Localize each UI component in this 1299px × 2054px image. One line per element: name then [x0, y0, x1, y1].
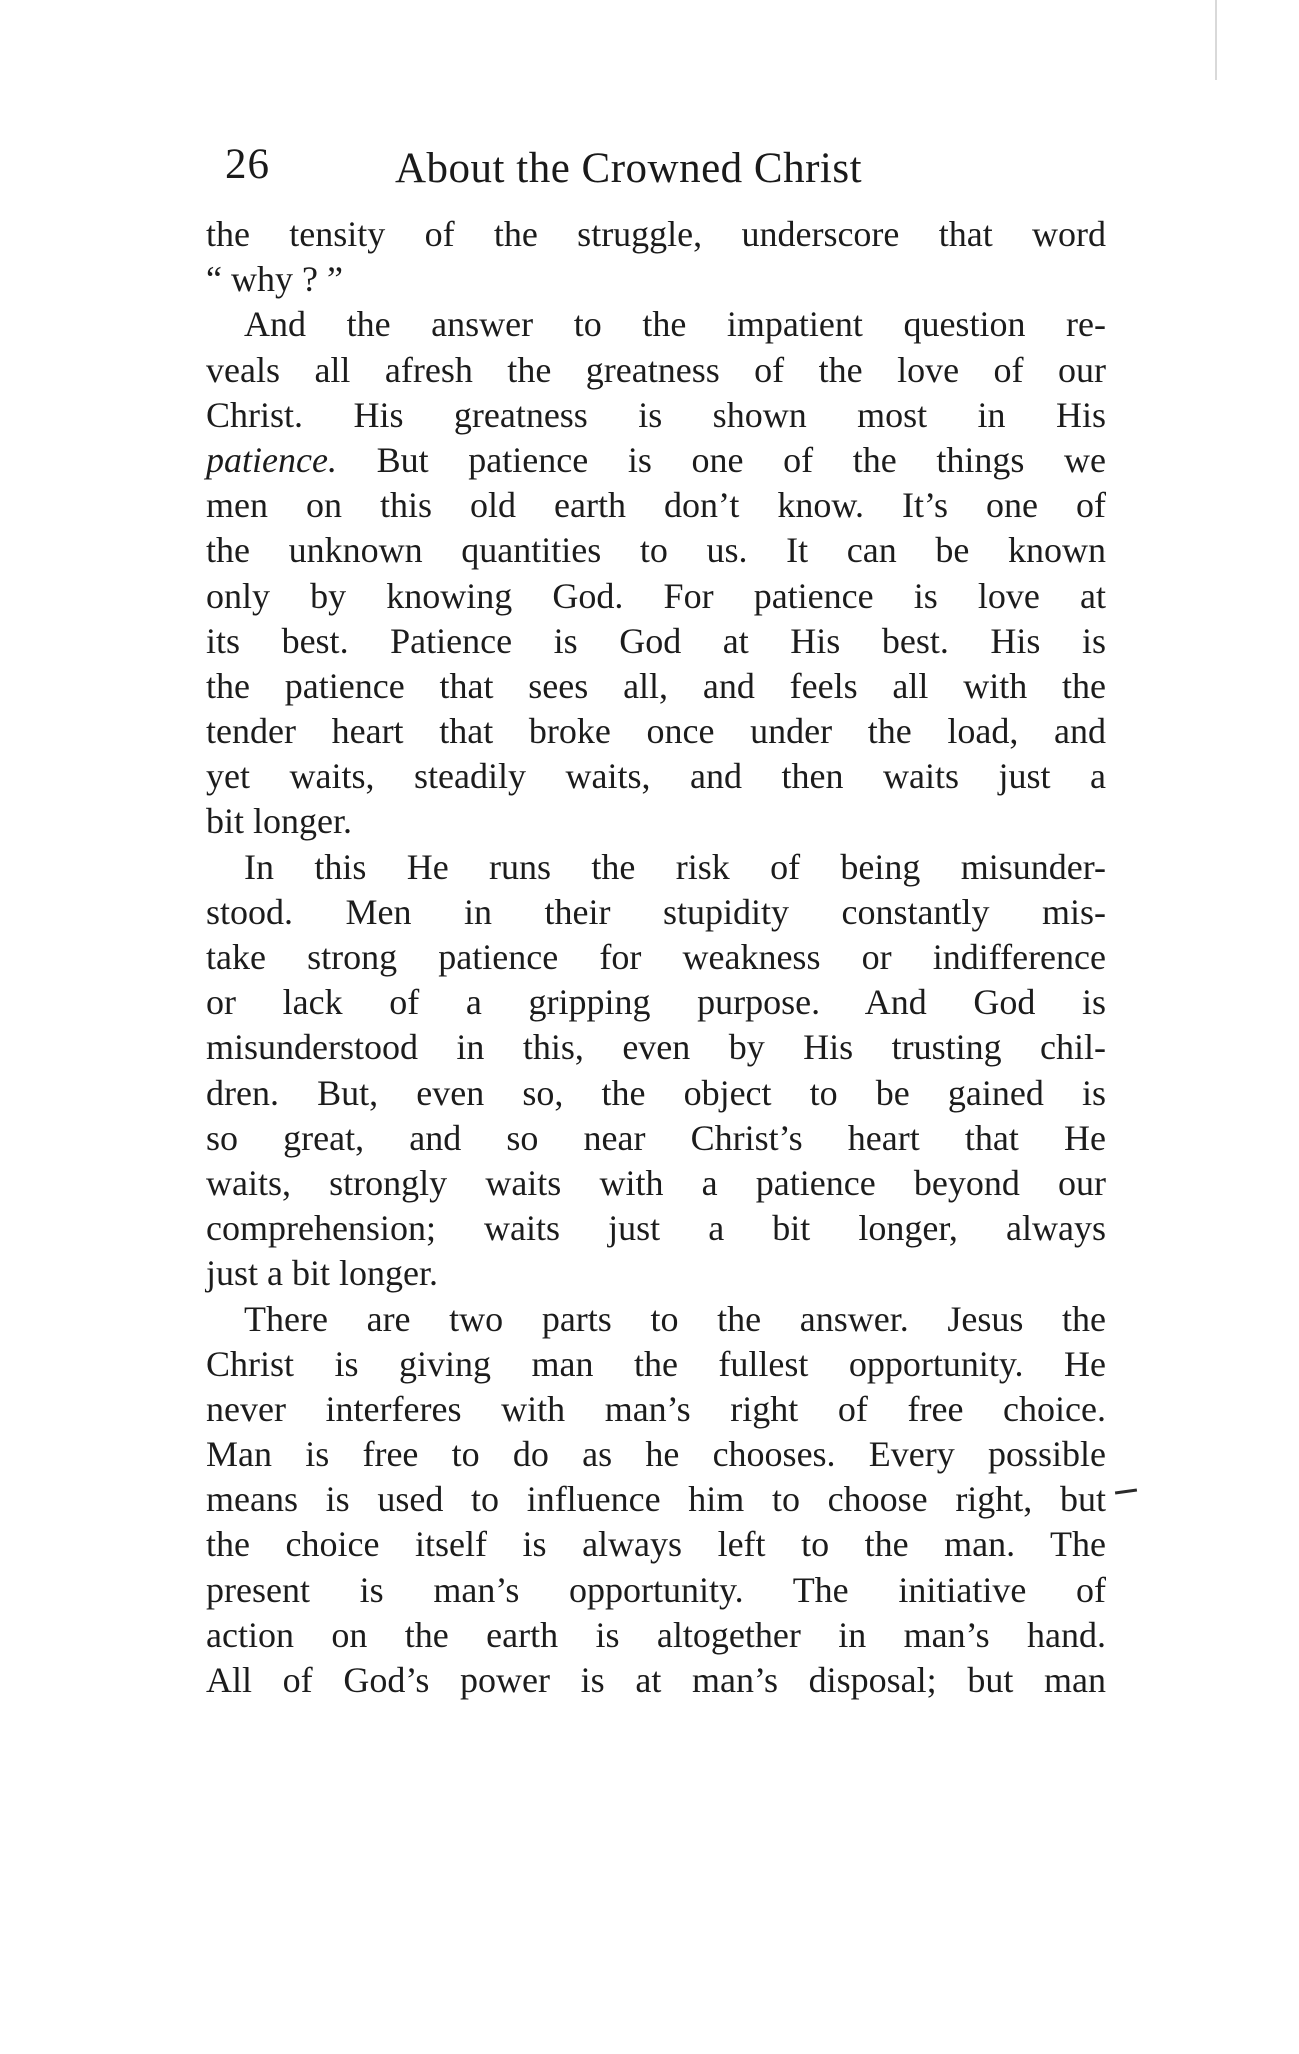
- text-line: Christ. His greatness is shown most in His: [206, 394, 1106, 435]
- page-header: [225, 140, 1105, 200]
- body-text: [206, 212, 1106, 1703]
- text-line: never interferes with man’s right of free choice.: [206, 1388, 1106, 1429]
- text-line: its best. Patience is God at His best. His is: [206, 620, 1106, 661]
- text-line: action on the earth is altogether in man’s hand.: [206, 1614, 1106, 1655]
- text-line: All of God’s power is at man’s disposal; but man: [206, 1660, 1106, 1700]
- text-line: veals all afresh the greatness of the love of our: [206, 349, 1106, 390]
- text-line: And the answer to the impatient question re-: [244, 304, 1106, 345]
- text-line: men on this old earth don’t know. It’s one of: [206, 485, 1106, 526]
- paragraph-4: [206, 1297, 1106, 1704]
- text-line: so great, and so near Christ’s heart that He: [206, 1117, 1106, 1158]
- text-line: just a bit longer.: [206, 1253, 438, 1294]
- page-edge-mark: [1215, 0, 1217, 80]
- text-line: stood. Men in their stupidity constantly mis-: [206, 891, 1106, 932]
- text-line: “ why ? ”: [206, 259, 343, 300]
- text-line: means is used to influence him to choose right, but: [206, 1479, 1106, 1520]
- paragraph-3: [206, 845, 1106, 1297]
- running-title: About the Crowned Christ: [395, 145, 863, 192]
- text-line: There are two parts to the answer. Jesus the: [244, 1298, 1106, 1339]
- text-line: tender heart that broke once under the load, and: [206, 711, 1106, 752]
- text-line: waits, strongly waits with a patience beyond our: [206, 1162, 1106, 1203]
- paragraph-2: [206, 302, 1106, 844]
- text-segment: But patience is one of the things we: [336, 439, 1106, 480]
- text-line: Man is free to do as he chooses. Every possible: [206, 1434, 1106, 1475]
- text-line: or lack of a gripping purpose. And God is: [206, 982, 1106, 1023]
- text-line: comprehension; waits just a bit longer, always: [206, 1208, 1106, 1249]
- italic-word: patience.: [206, 439, 337, 480]
- text-line: take strong patience for weakness or indifference: [206, 937, 1106, 977]
- text-line: the patience that sees all, and feels all with the: [206, 665, 1106, 706]
- text-line: bit longer.: [206, 801, 352, 842]
- text-line: the choice itself is always left to the man. The: [206, 1524, 1106, 1565]
- text-line: only by knowing God. For patience is love at: [206, 575, 1106, 616]
- text-line: yet waits, steadily waits, and then waits just a: [206, 756, 1106, 797]
- text-line: the tensity of the struggle, underscore that word: [206, 214, 1106, 254]
- paragraph-1: [206, 212, 1106, 302]
- margin-pencil-mark: [1115, 1488, 1137, 1494]
- text-line-patience: [206, 438, 1106, 483]
- text-line: the unknown quantities to us. It can be known: [206, 530, 1106, 571]
- text-line: present is man’s opportunity. The initiative of: [206, 1569, 1106, 1610]
- text-line: dren. But, even so, the object to be gained is: [206, 1072, 1106, 1113]
- text-line: misunderstood in this, even by His trusting chil-: [206, 1027, 1106, 1068]
- page-number: 26: [225, 141, 270, 188]
- text-line: In this He runs the risk of being misunder-: [244, 846, 1106, 887]
- text-line: Christ is giving man the fullest opportunity. He: [206, 1343, 1106, 1384]
